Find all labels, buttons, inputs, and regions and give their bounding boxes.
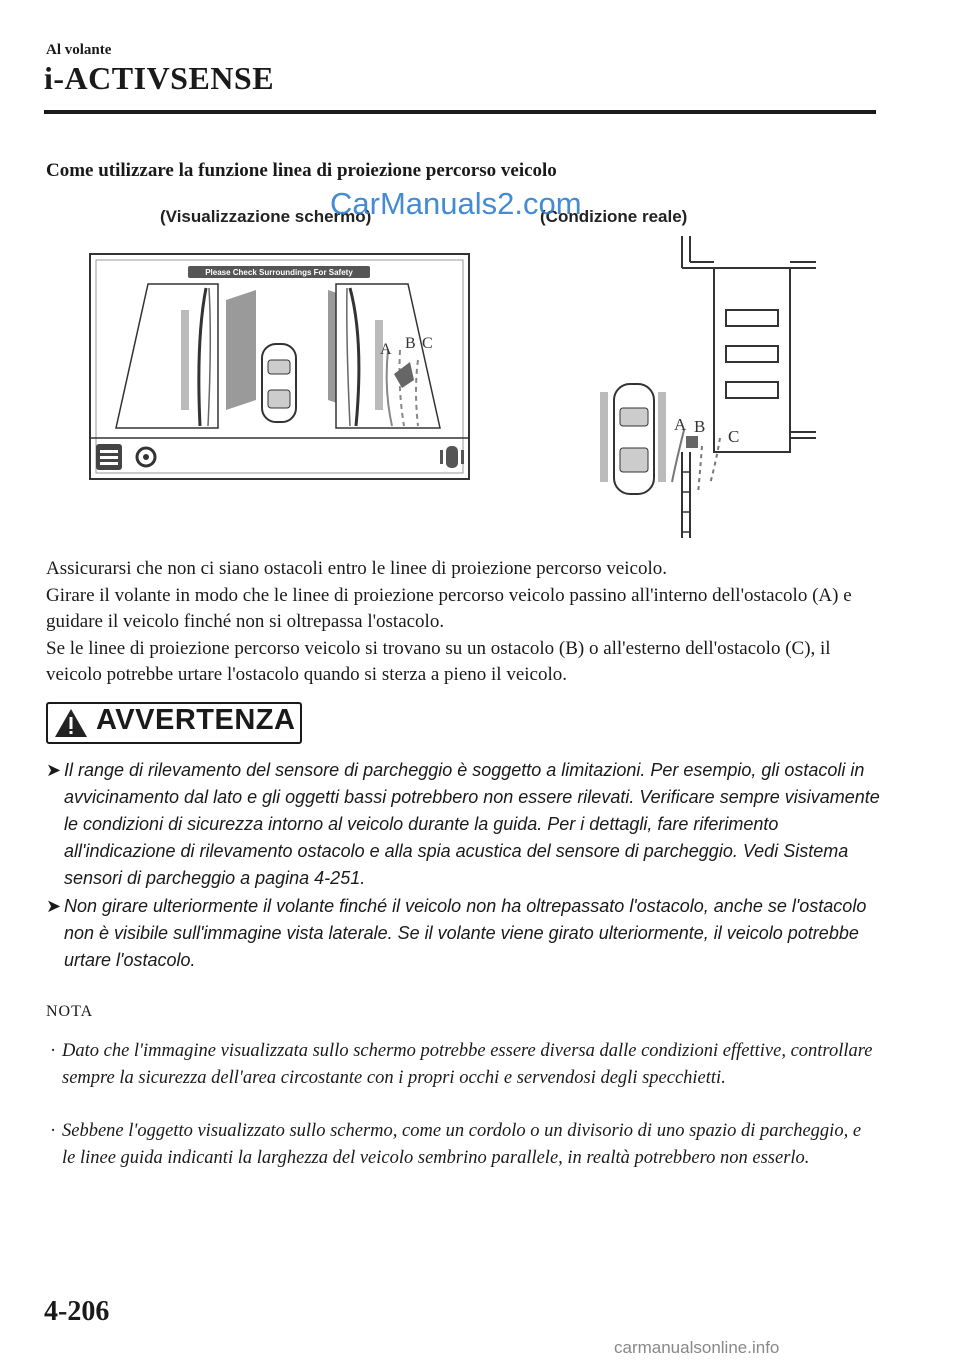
note-item-text: Dato che l'immagine visualizzata sullo schermo potrebbe essere diversa dalle condizioni effettive, controllare sempre la sicurezza dell'area circostante con i propri occhi e servendosi degli specchietti. [62, 1041, 873, 1088]
note-item [46, 1118, 876, 1171]
car-top-view-icon [614, 384, 654, 494]
label-c-real: C [728, 427, 740, 446]
footer-site: carmanualsonline.info [614, 1338, 780, 1357]
note-item [46, 1038, 876, 1091]
car-top-view-icon [262, 344, 296, 422]
body-paragraph: Se le linee di proiezione percorso veicolo si trovano su un ostacolo (B) o all'esterno dell'ostacolo (C), il veicolo potrebbe urtare l'ostacolo quando si sterza a pieno il veicolo. [46, 637, 831, 685]
warning-title: AVVERTENZA [96, 704, 296, 736]
watermark-logo: CarManuals2.com [330, 186, 582, 221]
warning-item-text: Il range di rilevamento del sensore di parcheggio è soggetto a limitazioni. Per esempio, gli ostacoli in avvicinamento dal lato e gli oggetti bassi potrebbero non essere rilevati. Verificare sempre visivamente le condizioni di sicurezza intorno al veicolo durante la guida. Per i dettagli, fare riferimento all'indicazione di rilevamento ostacolo e alla spia acustica del sensore di parcheggio. Vedi Sistema sensori di parcheggio a pagina 4-251. [64, 760, 880, 888]
body-paragraph: Girare il volante in modo che le linee di proiezione percorso veicolo passino all'interno dell'ostacolo (A) e guidare il veicolo finché non si oltrepassa l'ostacolo. [46, 584, 852, 632]
bullet-dot-icon: · [50, 1121, 57, 1141]
page-title: i-ACTIVSENSE [44, 60, 275, 96]
warning-item [46, 757, 886, 892]
label-b-real: B [694, 417, 706, 436]
bullet-dot-icon: · [50, 1041, 57, 1061]
arrow-bullet-icon: ➤ [46, 896, 62, 916]
page-number: 4-206 [44, 1296, 110, 1327]
note-label: NOTA [46, 1003, 94, 1020]
screen-display-illustration [88, 250, 473, 485]
real-condition-illustration [596, 232, 826, 542]
label-c-screen: C [422, 335, 433, 352]
arrow-bullet-icon: ➤ [46, 760, 62, 780]
safety-banner-text: Please Check Surroundings For Safety [205, 268, 353, 277]
label-a-real: A [674, 415, 687, 434]
label-a-screen: A [380, 341, 392, 358]
body-paragraph: Assicurarsi che non ci siano ostacoli entro le linee di proiezione percorso veicolo. [46, 558, 667, 579]
header-rule [44, 110, 876, 114]
warning-item-text: Non girare ulteriormente il volante finché il veicolo non ha oltrepassato l'ostacolo, anche se l'ostacolo non è visibile sull'immagine vista laterale. Se il volante viene girato ulteriormente, il veicolo potrebbe urtare l'ostacolo. [64, 896, 867, 970]
caption-real: (Condizione reale) [540, 207, 688, 226]
body-text [46, 556, 886, 689]
caption-screen: (Visualizzazione schermo) [160, 207, 372, 226]
subheading: Come utilizzare la funzione linea di proiezione percorso veicolo [46, 160, 557, 181]
warning-triangle-icon [54, 708, 88, 738]
note-item-text: Sebbene l'oggetto visualizzato sullo schermo, come un cordolo o un divisorio di uno spazio di parcheggio, e le linee guida indicanti la larghezza del veicolo sembrino parallele, in realtà potrebbero non esserlo. [62, 1121, 862, 1168]
section-label: Al volante [46, 42, 112, 58]
label-b-screen: B [405, 335, 416, 352]
obstacle-marker [686, 436, 698, 448]
warning-item [46, 893, 886, 974]
car-sensor-icon [440, 446, 464, 468]
